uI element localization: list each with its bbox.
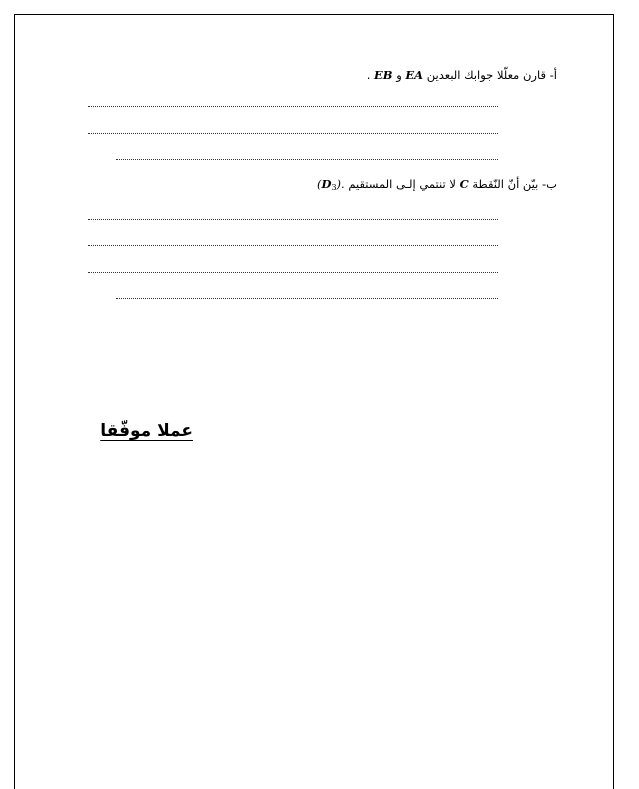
question-b-text2: لا تنتمي إلـى المستقيم xyxy=(348,177,456,191)
question-b-close: ). xyxy=(336,177,345,191)
answer-line-b2 xyxy=(88,245,498,246)
answer-line-b4 xyxy=(116,298,498,299)
question-b-text1: بيّن أنّ النّقطة xyxy=(472,177,539,191)
question-a xyxy=(367,67,557,83)
answer-line-a1 xyxy=(88,106,498,107)
worksheet-page xyxy=(14,14,614,789)
question-a-conj: و xyxy=(396,68,402,82)
question-b-line-var: D xyxy=(321,177,332,191)
answer-line-a2 xyxy=(88,133,498,134)
question-a-text: قارن معلّلا جوابك البعدين xyxy=(426,68,546,82)
question-a-var1: EA xyxy=(405,68,424,82)
answer-line-b1 xyxy=(88,219,498,220)
question-b-line-sub: 3 xyxy=(331,183,337,192)
closing-message: عملا موفّقا xyxy=(100,421,193,441)
question-b-open: ( xyxy=(316,177,322,191)
answer-line-b3 xyxy=(88,272,498,273)
question-b xyxy=(317,176,557,196)
question-b-var: C xyxy=(459,177,469,191)
question-b-label: ب- xyxy=(542,177,557,191)
question-b-line xyxy=(317,177,345,191)
answer-line-a3 xyxy=(116,159,498,160)
question-a-end: . xyxy=(366,68,371,82)
question-a-label: أ- xyxy=(549,68,557,82)
question-a-var2: EB xyxy=(374,68,393,82)
